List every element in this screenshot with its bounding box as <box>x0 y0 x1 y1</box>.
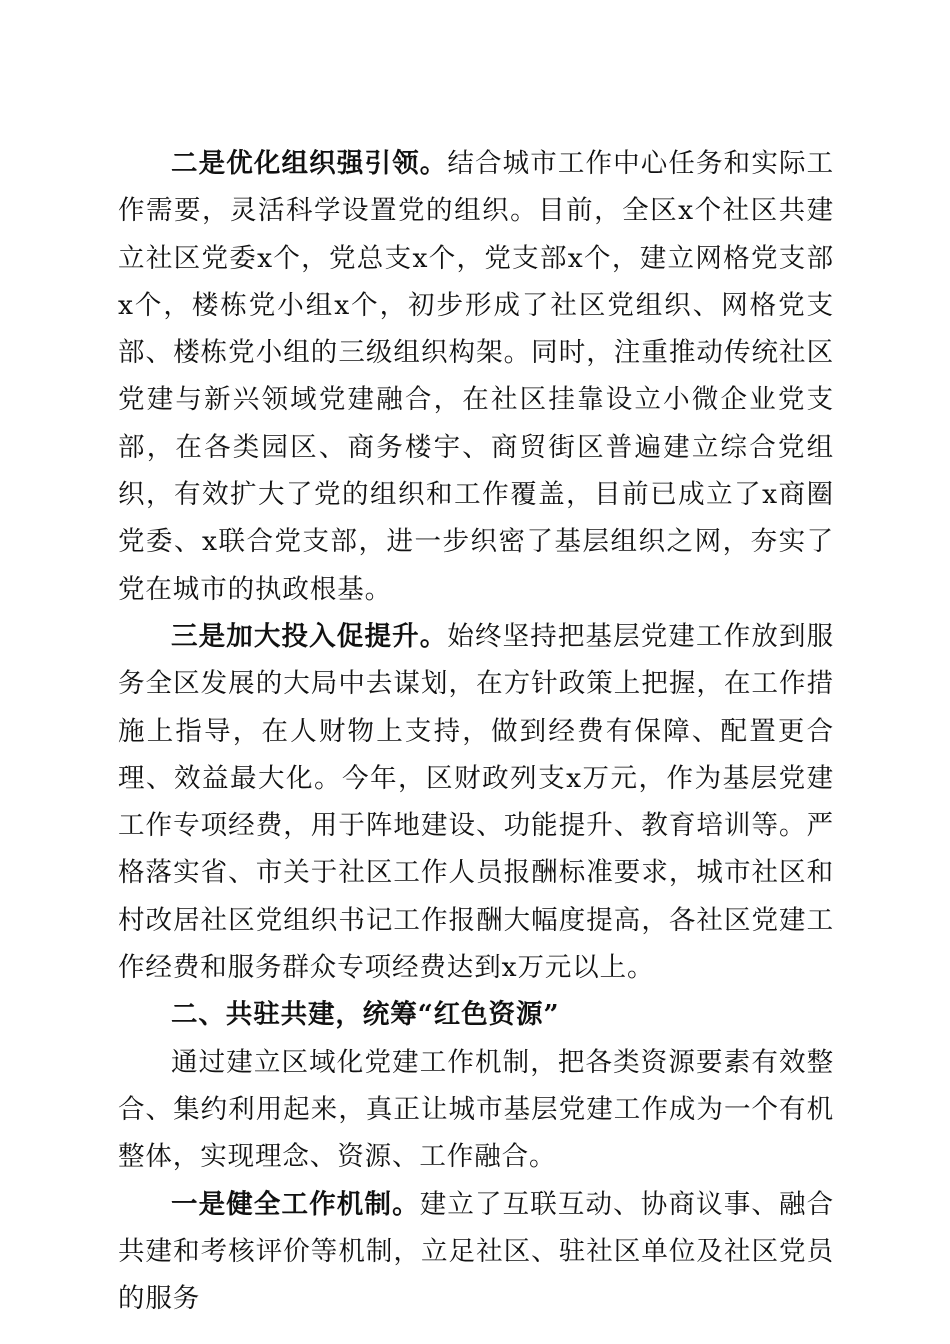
paragraph-lead: 三是加大投入促提升。 <box>171 620 448 652</box>
section-intro: 通过建立区域化党建工作机制，把各类资源要素有效整合、集约利用起来，真正让城市基层党建工作成为一个有机整体，实现理念、资源、工作融合。 <box>118 1046 834 1173</box>
section-heading: 二、共驻共建，统筹“红色资源” <box>171 999 560 1031</box>
paragraph-optimize-organization <box>118 140 834 613</box>
paragraph-increase-investment <box>118 613 834 991</box>
paragraph-body: 始终坚持把基层党建工作放到服务全区发展的大局中去谋划，在方针政策上把握，在工作措施上指导，在人财物上支持，做到经费有保障、配置更合理、效益最大化。今年，区财政列支x万元，作为基层党建工作专项经费，用于阵地建设、功能提升、教育培训等。严格落实省、市关于社区工作人员报酬标准要求，城市社区和村改居社区党组织书记工作报酬大幅度提高，各社区党建工作经费和服务群众专项经费达到x万元以上。 <box>118 620 834 984</box>
paragraph-body: 建立了互联互动、协商议事、融合共建和考核评价等机制，立足社区、驻社区单位及社区党员的服务 <box>118 1188 834 1315</box>
paragraph-lead: 二是优化组织强引领。 <box>171 148 448 179</box>
paragraph-work-mechanism <box>118 1181 834 1323</box>
document-page <box>118 140 834 1322</box>
paragraph-lead: 一是健全工作机制。 <box>171 1188 420 1220</box>
paragraph-body: 结合城市工作中心任务和实际工作需要，灵活科学设置党的组织。目前，全区x个社区共建立社区党委x个，党总支x个，党支部x个，建立网格党支部x个，楼栋党小组x个，初步形成了社区党组织、网格党支部、楼栋党小组的三级组织构架。同时，注重推动传统社区党建与新兴领域党建融合，在社区挂靠设立小微企业党支部，在各类园区、商务楼宇、商贸街区普遍建立综合党组织，有效扩大了党的组织和工作覆盖，目前已成立了x商圈党委、x联合党支部，进一步织密了基层组织之网，夯实了党在城市的执政根基。 <box>118 148 834 605</box>
